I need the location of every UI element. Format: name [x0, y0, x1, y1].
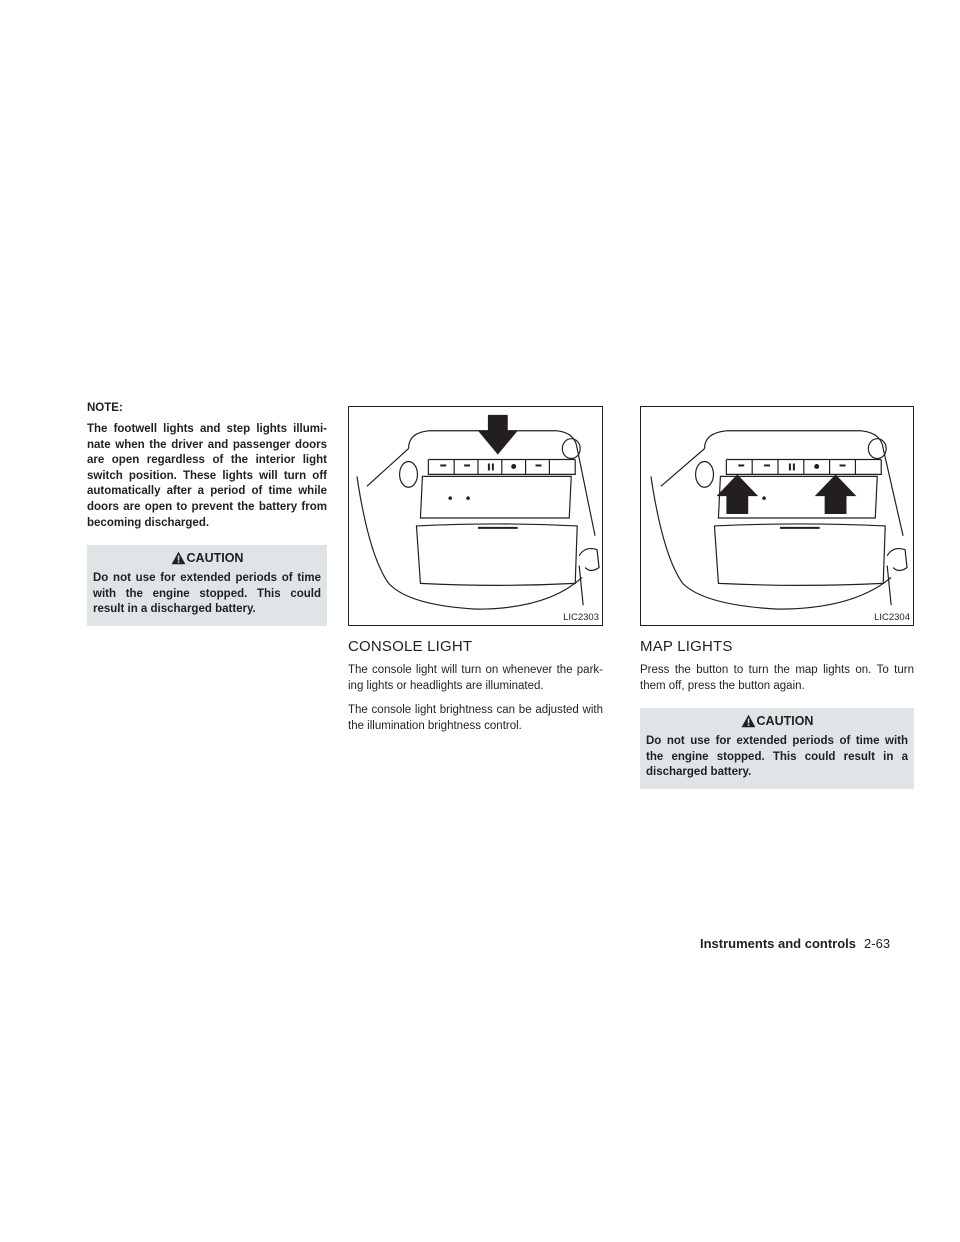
- warning-triangle-icon: [171, 551, 186, 565]
- caution-body-left: Do not use for extended periods of time with the engine stopped. This could result in a discharged battery.: [93, 572, 321, 616]
- console-light-para-2: The console light brightness can be adjusted with the illumination brightness control.: [348, 704, 603, 732]
- caution-box-left: [87, 545, 327, 626]
- down-arrow-icon: [478, 415, 518, 455]
- caution-heading-left: [93, 551, 321, 565]
- console-light-heading: CONSOLE LIGHT: [348, 638, 473, 655]
- console-light-illustration: [349, 407, 602, 625]
- note-label: NOTE:: [87, 402, 123, 414]
- console-light-figure: [348, 406, 603, 626]
- page-footer: [700, 936, 890, 951]
- right-column: [640, 406, 914, 789]
- map-lights-para-1: Press the button to turn the map lights on. To turn them off, press the button again.: [640, 664, 914, 692]
- middle-column: [348, 406, 603, 743]
- map-lights-heading: MAP LIGHTS: [640, 638, 733, 655]
- up-arrow-icon: [716, 474, 758, 514]
- figure-code: LIC2304: [874, 612, 910, 623]
- console-light-para-1: The console light will turn on whenever the park- ing lights or headlights are illuminated.: [348, 664, 603, 692]
- caution-heading-text-left: CAUTION: [186, 551, 244, 566]
- map-lights-figure: [640, 406, 914, 626]
- caution-heading-right: [646, 714, 908, 728]
- left-column: [87, 402, 327, 626]
- caution-body-right: Do not use for extended periods of time with the engine stopped. This could result in a discharged battery.: [646, 735, 908, 779]
- caution-box-right: [640, 708, 914, 789]
- page-number: 2-63: [864, 936, 891, 951]
- map-lights-illustration: [641, 407, 913, 625]
- warning-triangle-icon: [741, 714, 756, 728]
- up-arrow-icon: [815, 474, 857, 514]
- note-body: The footwell lights and step lights illumi- nate when the driver and passenger doors are open regardless of the interior light switch position. These lights will turn off automatically after a period of time while doors are open to prevent the battery from becoming discharged.: [87, 423, 327, 529]
- footer-section-title: Instruments and controls: [700, 936, 857, 951]
- figure-code: LIC2303: [563, 612, 599, 623]
- caution-heading-text-right: CAUTION: [756, 714, 814, 729]
